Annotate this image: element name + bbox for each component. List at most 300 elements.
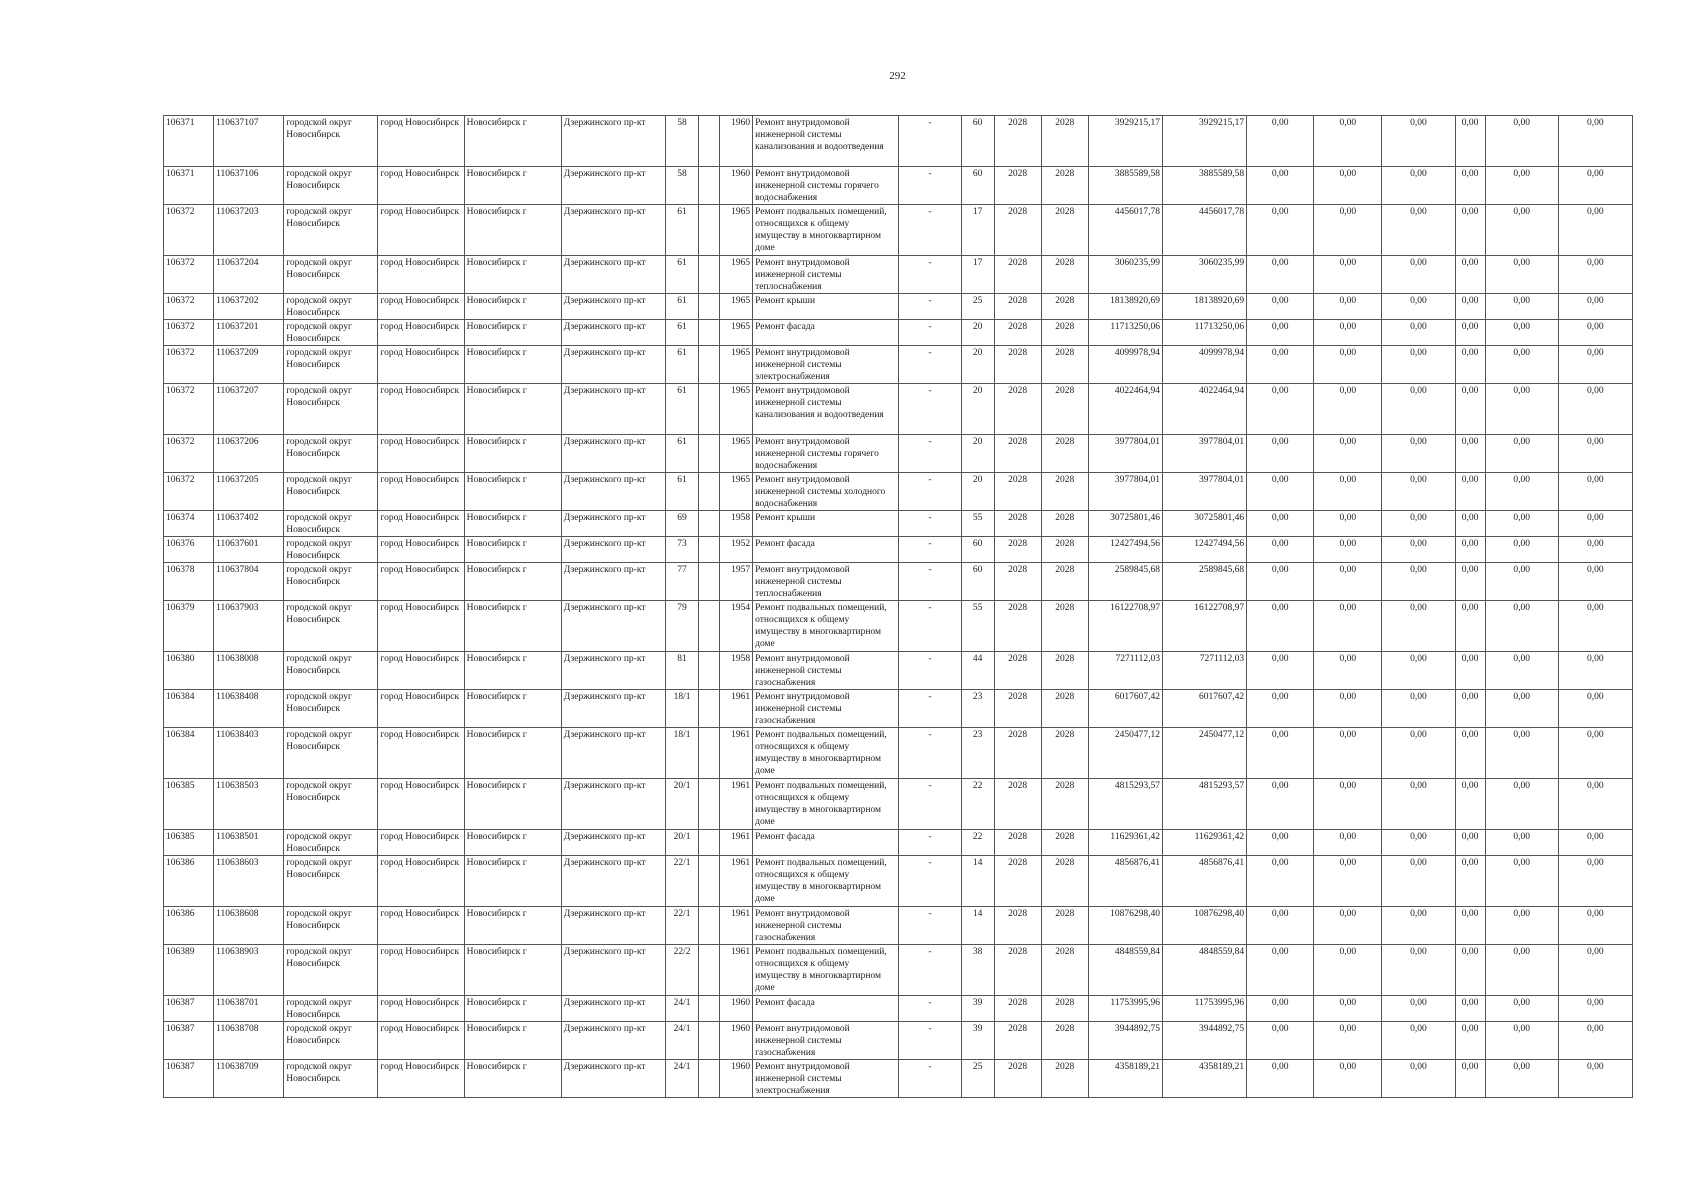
cell-extra-funds: 0,00 — [1558, 1022, 1632, 1060]
table-row — [164, 856, 1633, 907]
cell-other-funds: 0,00 — [1485, 1022, 1558, 1060]
cell-budget-regional: 0,00 — [1314, 996, 1382, 1022]
cell-total-cost: 4848559,84 — [1088, 945, 1162, 996]
table-row — [164, 256, 1633, 294]
cell-year-built: 1961 — [720, 728, 753, 779]
cell-planned-year-start: 2028 — [994, 346, 1041, 384]
cell-building — [699, 294, 720, 320]
cell-planned-year-start: 2028 — [994, 830, 1041, 856]
cell-year-built: 1952 — [720, 537, 753, 563]
cell-budget-federal: 0,00 — [1247, 563, 1314, 601]
cell-house-number: 22/1 — [665, 907, 698, 945]
cell-fund-cost: 3929215,17 — [1162, 116, 1246, 167]
cell-budget-local: 0,00 — [1382, 945, 1455, 996]
cell-work-type: Ремонт внутридомовой инженерной системы электроснабжения — [753, 1060, 899, 1098]
cell-street: Дзержинского пр-кт — [561, 435, 665, 473]
cell-municipality: город Новосибирск — [378, 779, 464, 830]
cell-building — [699, 435, 720, 473]
cell-budget-federal: 0,00 — [1247, 996, 1314, 1022]
table-row — [164, 830, 1633, 856]
cell-unit: - — [899, 601, 961, 652]
cell-planned-year-end: 2028 — [1041, 167, 1088, 205]
cell-year-built: 1961 — [720, 779, 753, 830]
cell-fund-cost: 3977804,01 — [1162, 473, 1246, 511]
cell-extra-funds: 0,00 — [1558, 779, 1632, 830]
cell-total-cost: 4022464,94 — [1088, 384, 1162, 435]
cell-owners-funds: 0,00 — [1455, 320, 1485, 346]
cell-planned-year-end: 2028 — [1041, 205, 1088, 256]
cell-total-cost: 3977804,01 — [1088, 435, 1162, 473]
cell-district: городской округ Новосибирск — [284, 1022, 378, 1060]
cell-budget-federal: 0,00 — [1247, 830, 1314, 856]
cell-fund-cost: 4099978,94 — [1162, 346, 1246, 384]
cell-street: Дзержинского пр-кт — [561, 294, 665, 320]
cell-building — [699, 346, 720, 384]
cell-budget-local: 0,00 — [1382, 1022, 1455, 1060]
cell-budget-local: 0,00 — [1382, 320, 1455, 346]
cell-extra-funds: 0,00 — [1558, 996, 1632, 1022]
cell-building — [699, 1022, 720, 1060]
cell-fund-cost: 2450477,12 — [1162, 728, 1246, 779]
cell-building — [699, 690, 720, 728]
cell-other-funds: 0,00 — [1485, 856, 1558, 907]
cell-wear-percent: 22 — [961, 830, 994, 856]
cell-building — [699, 1060, 720, 1098]
cell-budget-regional: 0,00 — [1314, 856, 1382, 907]
cell-district: городской округ Новосибирск — [284, 294, 378, 320]
cell-work-id: 110638503 — [214, 779, 284, 830]
cell-building — [699, 473, 720, 511]
cell-budget-federal: 0,00 — [1247, 320, 1314, 346]
cell-unit: - — [899, 167, 961, 205]
cell-house-id: 106384 — [164, 728, 214, 779]
cell-work-id: 110637205 — [214, 473, 284, 511]
cell-planned-year-start: 2028 — [994, 473, 1041, 511]
cell-district: городской округ Новосибирск — [284, 907, 378, 945]
cell-owners-funds: 0,00 — [1455, 652, 1485, 690]
cell-municipality: город Новосибирск — [378, 856, 464, 907]
cell-unit: - — [899, 537, 961, 563]
cell-building — [699, 728, 720, 779]
cell-budget-local: 0,00 — [1382, 830, 1455, 856]
cell-district: городской округ Новосибирск — [284, 167, 378, 205]
cell-street: Дзержинского пр-кт — [561, 945, 665, 996]
cell-building — [699, 779, 720, 830]
cell-work-type: Ремонт крыши — [753, 294, 899, 320]
cell-wear-percent: 39 — [961, 996, 994, 1022]
cell-budget-regional: 0,00 — [1314, 601, 1382, 652]
cell-budget-regional: 0,00 — [1314, 256, 1382, 294]
table-row — [164, 563, 1633, 601]
cell-municipality: город Новосибирск — [378, 167, 464, 205]
cell-budget-federal: 0,00 — [1247, 435, 1314, 473]
cell-work-id: 110637804 — [214, 563, 284, 601]
cell-other-funds: 0,00 — [1485, 779, 1558, 830]
cell-total-cost: 10876298,40 — [1088, 907, 1162, 945]
cell-budget-regional: 0,00 — [1314, 346, 1382, 384]
cell-year-built: 1965 — [720, 256, 753, 294]
cell-planned-year-start: 2028 — [994, 256, 1041, 294]
cell-work-id: 110637206 — [214, 435, 284, 473]
cell-wear-percent: 23 — [961, 728, 994, 779]
cell-work-type: Ремонт подвальных помещений, относящихся к общему имуществу в многоквартирном доме — [753, 601, 899, 652]
cell-house-number: 81 — [665, 652, 698, 690]
table-row — [164, 473, 1633, 511]
cell-total-cost: 30725801,46 — [1088, 511, 1162, 537]
cell-district: городской округ Новосибирск — [284, 473, 378, 511]
cell-planned-year-end: 2028 — [1041, 294, 1088, 320]
cell-extra-funds: 0,00 — [1558, 384, 1632, 435]
cell-year-built: 1960 — [720, 996, 753, 1022]
cell-budget-regional: 0,00 — [1314, 294, 1382, 320]
cell-other-funds: 0,00 — [1485, 728, 1558, 779]
cell-fund-cost: 30725801,46 — [1162, 511, 1246, 537]
cell-building — [699, 537, 720, 563]
cell-total-cost: 3944892,75 — [1088, 1022, 1162, 1060]
cell-locality: Новосибирск г — [464, 167, 561, 205]
cell-wear-percent: 17 — [961, 256, 994, 294]
cell-total-cost: 6017607,42 — [1088, 690, 1162, 728]
cell-house-number: 61 — [665, 320, 698, 346]
cell-street: Дзержинского пр-кт — [561, 907, 665, 945]
cell-locality: Новосибирск г — [464, 996, 561, 1022]
table-row — [164, 779, 1633, 830]
cell-planned-year-end: 2028 — [1041, 384, 1088, 435]
cell-municipality: город Новосибирск — [378, 601, 464, 652]
cell-municipality: город Новосибирск — [378, 563, 464, 601]
cell-building — [699, 116, 720, 167]
cell-owners-funds: 0,00 — [1455, 256, 1485, 294]
cell-other-funds: 0,00 — [1485, 830, 1558, 856]
table-row — [164, 728, 1633, 779]
cell-building — [699, 945, 720, 996]
cell-fund-cost: 4022464,94 — [1162, 384, 1246, 435]
cell-municipality: город Новосибирск — [378, 690, 464, 728]
cell-year-built: 1965 — [720, 384, 753, 435]
cell-building — [699, 167, 720, 205]
cell-planned-year-start: 2028 — [994, 690, 1041, 728]
cell-building — [699, 601, 720, 652]
cell-house-id: 106372 — [164, 205, 214, 256]
cell-planned-year-end: 2028 — [1041, 511, 1088, 537]
cell-house-id: 106387 — [164, 1022, 214, 1060]
cell-budget-local: 0,00 — [1382, 384, 1455, 435]
cell-budget-federal: 0,00 — [1247, 945, 1314, 996]
cell-unit: - — [899, 690, 961, 728]
cell-unit: - — [899, 779, 961, 830]
cell-planned-year-start: 2028 — [994, 511, 1041, 537]
cell-planned-year-end: 2028 — [1041, 945, 1088, 996]
cell-fund-cost: 7271112,03 — [1162, 652, 1246, 690]
cell-house-id: 106389 — [164, 945, 214, 996]
cell-house-id: 106372 — [164, 256, 214, 294]
cell-house-id: 106385 — [164, 830, 214, 856]
cell-total-cost: 16122708,97 — [1088, 601, 1162, 652]
cell-total-cost: 11629361,42 — [1088, 830, 1162, 856]
cell-extra-funds: 0,00 — [1558, 563, 1632, 601]
cell-building — [699, 652, 720, 690]
cell-unit: - — [899, 205, 961, 256]
cell-budget-local: 0,00 — [1382, 690, 1455, 728]
cell-street: Дзержинского пр-кт — [561, 830, 665, 856]
cell-fund-cost: 6017607,42 — [1162, 690, 1246, 728]
cell-locality: Новосибирск г — [464, 830, 561, 856]
cell-house-number: 24/1 — [665, 1060, 698, 1098]
cell-house-id: 106372 — [164, 384, 214, 435]
cell-house-id: 106374 — [164, 511, 214, 537]
cell-owners-funds: 0,00 — [1455, 473, 1485, 511]
cell-budget-federal: 0,00 — [1247, 167, 1314, 205]
cell-planned-year-end: 2028 — [1041, 320, 1088, 346]
cell-work-id: 110638408 — [214, 690, 284, 728]
cell-house-number: 18/1 — [665, 690, 698, 728]
cell-wear-percent: 14 — [961, 907, 994, 945]
cell-house-id: 106376 — [164, 537, 214, 563]
cell-budget-federal: 0,00 — [1247, 294, 1314, 320]
cell-budget-regional: 0,00 — [1314, 945, 1382, 996]
cell-wear-percent: 55 — [961, 511, 994, 537]
cell-budget-local: 0,00 — [1382, 473, 1455, 511]
cell-locality: Новосибирск г — [464, 537, 561, 563]
cell-work-id: 110637209 — [214, 346, 284, 384]
cell-house-id: 106385 — [164, 779, 214, 830]
cell-other-funds: 0,00 — [1485, 945, 1558, 996]
cell-fund-cost: 11713250,06 — [1162, 320, 1246, 346]
cell-owners-funds: 0,00 — [1455, 907, 1485, 945]
cell-owners-funds: 0,00 — [1455, 728, 1485, 779]
cell-work-id: 110638403 — [214, 728, 284, 779]
cell-owners-funds: 0,00 — [1455, 1022, 1485, 1060]
cell-fund-cost: 3944892,75 — [1162, 1022, 1246, 1060]
cell-budget-local: 0,00 — [1382, 537, 1455, 563]
cell-district: городской округ Новосибирск — [284, 537, 378, 563]
cell-street: Дзержинского пр-кт — [561, 167, 665, 205]
cell-street: Дзержинского пр-кт — [561, 346, 665, 384]
cell-building — [699, 563, 720, 601]
cell-work-type: Ремонт внутридомовой инженерной системы горячего водоснабжения — [753, 435, 899, 473]
table-row — [164, 320, 1633, 346]
cell-wear-percent: 14 — [961, 856, 994, 907]
cell-work-id: 110637107 — [214, 116, 284, 167]
cell-wear-percent: 60 — [961, 167, 994, 205]
cell-unit: - — [899, 473, 961, 511]
cell-work-type: Ремонт внутридомовой инженерной системы теплоснабжения — [753, 563, 899, 601]
cell-municipality: город Новосибирск — [378, 473, 464, 511]
cell-fund-cost: 12427494,56 — [1162, 537, 1246, 563]
cell-year-built: 1965 — [720, 473, 753, 511]
cell-wear-percent: 20 — [961, 473, 994, 511]
cell-house-number: 20/1 — [665, 779, 698, 830]
cell-fund-cost: 4856876,41 — [1162, 856, 1246, 907]
cell-planned-year-end: 2028 — [1041, 652, 1088, 690]
cell-street: Дзержинского пр-кт — [561, 856, 665, 907]
cell-municipality: город Новосибирск — [378, 907, 464, 945]
cell-street: Дзержинского пр-кт — [561, 563, 665, 601]
cell-unit: - — [899, 294, 961, 320]
cell-planned-year-end: 2028 — [1041, 116, 1088, 167]
cell-fund-cost: 4848559,84 — [1162, 945, 1246, 996]
cell-other-funds: 0,00 — [1485, 996, 1558, 1022]
cell-other-funds: 0,00 — [1485, 1060, 1558, 1098]
cell-house-number: 18/1 — [665, 728, 698, 779]
cell-year-built: 1960 — [720, 116, 753, 167]
cell-planned-year-end: 2028 — [1041, 346, 1088, 384]
cell-budget-federal: 0,00 — [1247, 728, 1314, 779]
cell-budget-federal: 0,00 — [1247, 205, 1314, 256]
cell-unit: - — [899, 435, 961, 473]
cell-budget-local: 0,00 — [1382, 256, 1455, 294]
cell-planned-year-start: 2028 — [994, 907, 1041, 945]
cell-building — [699, 511, 720, 537]
cell-house-id: 106380 — [164, 652, 214, 690]
cell-total-cost: 4456017,78 — [1088, 205, 1162, 256]
cell-work-type: Ремонт внутридомовой инженерной системы электроснабжения — [753, 346, 899, 384]
cell-other-funds: 0,00 — [1485, 907, 1558, 945]
cell-planned-year-end: 2028 — [1041, 563, 1088, 601]
cell-owners-funds: 0,00 — [1455, 779, 1485, 830]
cell-planned-year-start: 2028 — [994, 167, 1041, 205]
cell-planned-year-start: 2028 — [994, 384, 1041, 435]
cell-budget-local: 0,00 — [1382, 563, 1455, 601]
cell-total-cost: 3060235,99 — [1088, 256, 1162, 294]
cell-municipality: город Новосибирск — [378, 996, 464, 1022]
cell-locality: Новосибирск г — [464, 205, 561, 256]
cell-wear-percent: 38 — [961, 945, 994, 996]
cell-budget-federal: 0,00 — [1247, 652, 1314, 690]
cell-building — [699, 320, 720, 346]
cell-work-type: Ремонт внутридомовой инженерной системы газоснабжения — [753, 1022, 899, 1060]
cell-other-funds: 0,00 — [1485, 690, 1558, 728]
cell-wear-percent: 23 — [961, 690, 994, 728]
cell-work-type: Ремонт внутридомовой инженерной системы горячего водоснабжения — [753, 167, 899, 205]
cell-house-id: 106386 — [164, 907, 214, 945]
cell-building — [699, 384, 720, 435]
cell-year-built: 1965 — [720, 294, 753, 320]
cell-budget-regional: 0,00 — [1314, 473, 1382, 511]
cell-fund-cost: 10876298,40 — [1162, 907, 1246, 945]
cell-fund-cost: 3885589,58 — [1162, 167, 1246, 205]
cell-year-built: 1961 — [720, 907, 753, 945]
cell-budget-local: 0,00 — [1382, 728, 1455, 779]
cell-unit: - — [899, 996, 961, 1022]
cell-other-funds: 0,00 — [1485, 511, 1558, 537]
table-row — [164, 384, 1633, 435]
cell-budget-federal: 0,00 — [1247, 346, 1314, 384]
cell-wear-percent: 25 — [961, 294, 994, 320]
cell-municipality: город Новосибирск — [378, 256, 464, 294]
cell-unit: - — [899, 384, 961, 435]
cell-municipality: город Новосибирск — [378, 435, 464, 473]
cell-fund-cost: 3060235,99 — [1162, 256, 1246, 294]
cell-house-id: 106372 — [164, 346, 214, 384]
cell-total-cost: 4099978,94 — [1088, 346, 1162, 384]
table-row — [164, 996, 1633, 1022]
table-row — [164, 537, 1633, 563]
cell-fund-cost: 4358189,21 — [1162, 1060, 1246, 1098]
registry-table — [163, 115, 1633, 1098]
cell-street: Дзержинского пр-кт — [561, 728, 665, 779]
cell-planned-year-end: 2028 — [1041, 728, 1088, 779]
cell-locality: Новосибирск г — [464, 907, 561, 945]
cell-budget-local: 0,00 — [1382, 652, 1455, 690]
cell-house-id: 106379 — [164, 601, 214, 652]
cell-owners-funds: 0,00 — [1455, 205, 1485, 256]
cell-wear-percent: 20 — [961, 346, 994, 384]
cell-total-cost: 11753995,96 — [1088, 996, 1162, 1022]
cell-planned-year-start: 2028 — [994, 856, 1041, 907]
cell-owners-funds: 0,00 — [1455, 346, 1485, 384]
cell-building — [699, 830, 720, 856]
cell-work-type: Ремонт фасада — [753, 830, 899, 856]
cell-year-built: 1965 — [720, 205, 753, 256]
cell-extra-funds: 0,00 — [1558, 205, 1632, 256]
cell-budget-local: 0,00 — [1382, 511, 1455, 537]
cell-district: городской округ Новосибирск — [284, 830, 378, 856]
table-row — [164, 601, 1633, 652]
cell-work-type: Ремонт фасада — [753, 537, 899, 563]
cell-house-id: 106372 — [164, 435, 214, 473]
cell-work-type: Ремонт внутридомовой инженерной системы канализования и водоотведения — [753, 116, 899, 167]
cell-unit: - — [899, 1022, 961, 1060]
cell-other-funds: 0,00 — [1485, 601, 1558, 652]
cell-house-number: 58 — [665, 167, 698, 205]
cell-municipality: город Новосибирск — [378, 830, 464, 856]
cell-budget-federal: 0,00 — [1247, 690, 1314, 728]
cell-wear-percent: 55 — [961, 601, 994, 652]
cell-house-number: 61 — [665, 473, 698, 511]
cell-house-number: 20/1 — [665, 830, 698, 856]
cell-budget-federal: 0,00 — [1247, 856, 1314, 907]
cell-locality: Новосибирск г — [464, 473, 561, 511]
cell-wear-percent: 17 — [961, 205, 994, 256]
cell-year-built: 1958 — [720, 511, 753, 537]
cell-work-type: Ремонт подвальных помещений, относящихся к общему имуществу в многоквартирном доме — [753, 856, 899, 907]
cell-house-number: 22/2 — [665, 945, 698, 996]
cell-unit: - — [899, 320, 961, 346]
cell-planned-year-start: 2028 — [994, 116, 1041, 167]
cell-work-type: Ремонт подвальных помещений, относящихся к общему имуществу в многоквартирном доме — [753, 779, 899, 830]
cell-house-number: 24/1 — [665, 1022, 698, 1060]
cell-budget-local: 0,00 — [1382, 1060, 1455, 1098]
cell-locality: Новосибирск г — [464, 690, 561, 728]
cell-district: городской округ Новосибирск — [284, 728, 378, 779]
cell-other-funds: 0,00 — [1485, 256, 1558, 294]
cell-unit: - — [899, 728, 961, 779]
cell-budget-local: 0,00 — [1382, 294, 1455, 320]
cell-wear-percent: 44 — [961, 652, 994, 690]
cell-building — [699, 205, 720, 256]
cell-other-funds: 0,00 — [1485, 537, 1558, 563]
cell-total-cost: 11713250,06 — [1088, 320, 1162, 346]
cell-owners-funds: 0,00 — [1455, 511, 1485, 537]
cell-budget-regional: 0,00 — [1314, 511, 1382, 537]
cell-work-id: 110638903 — [214, 945, 284, 996]
cell-year-built: 1961 — [720, 690, 753, 728]
cell-locality: Новосибирск г — [464, 601, 561, 652]
cell-year-built: 1960 — [720, 1060, 753, 1098]
cell-locality: Новосибирск г — [464, 116, 561, 167]
cell-extra-funds: 0,00 — [1558, 945, 1632, 996]
cell-unit: - — [899, 256, 961, 294]
cell-budget-local: 0,00 — [1382, 856, 1455, 907]
cell-owners-funds: 0,00 — [1455, 116, 1485, 167]
cell-planned-year-end: 2028 — [1041, 779, 1088, 830]
cell-fund-cost: 18138920,69 — [1162, 294, 1246, 320]
cell-budget-federal: 0,00 — [1247, 511, 1314, 537]
cell-extra-funds: 0,00 — [1558, 473, 1632, 511]
cell-district: городской округ Новосибирск — [284, 116, 378, 167]
cell-house-id: 106386 — [164, 856, 214, 907]
